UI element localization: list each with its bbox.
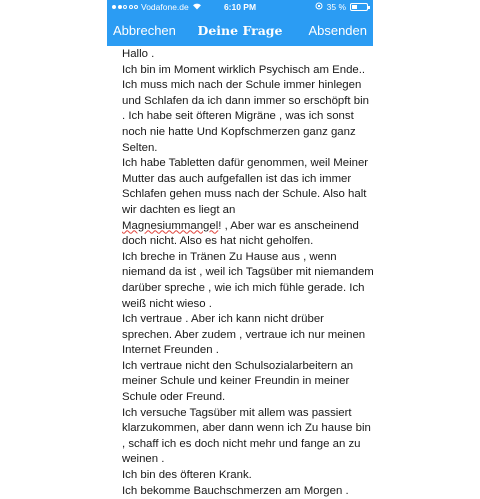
text-line: Ich vertraue nicht den Schulsozialarbeitern an meiner Schule und keiner Freundin in meiner Schule oder Freund. [122, 359, 354, 404]
text-line: Ich vertraue . Aber ich kann nicht drüber sprechen. Aber zudem , vertraue ich nur meinen Internet Freunden . [122, 313, 366, 357]
status-time: 6:10 PM [223, 2, 257, 12]
status-right-group [315, 2, 368, 12]
question-text-area[interactable] [122, 47, 374, 497]
carrier-name: Vodafone.de [141, 2, 189, 12]
page-title: Deine Frage [197, 23, 283, 38]
text-line: Ich muss mich nach der Schule immer hinlegen und Schlafen da ich dann immer so erschöpft bin . Ich habe seit öfteren Migräne , was ich sonst noch nie hatte Und Kopfschmerzen ganz ganz Selten. [122, 79, 369, 154]
text-fragment: ! , Aber war es anscheinend doch nicht. Also es hat nicht geholfen. [122, 219, 359, 248]
battery-percent: 35 % [326, 2, 346, 12]
send-button[interactable]: Absenden [308, 23, 367, 38]
battery-icon [350, 3, 368, 11]
status-bar [107, 0, 373, 16]
text-line-with-misspelling [122, 219, 374, 250]
text-line: Ich bin des öfteren Krank. [122, 469, 252, 482]
misspelled-word[interactable]: Magnesiummangel [122, 219, 219, 232]
text-line: Ich habe Tabletten dafür genommen, weil Meiner Mutter das auch aufgefallen ist das ich immer Schlafen gehen muss nach der Schule. Also halt wir dachten es liegt an [122, 157, 369, 216]
text-line: Ich versuche Tagsüber mit allem was passiert klarzukommen, aber dann wenn ich Zu hause bin , schaff ich es doch nicht mehr und fange an zu weinen . [122, 406, 371, 466]
battery-fill [352, 5, 357, 9]
text-line: Hallo . [122, 48, 155, 60]
text-line: Ich breche in Tränen Zu Hause aus , wenn niemand da ist , weil ich Tagsüber mit niemandem darüber spreche , wie ich mich fühle gerade. Ich weiß nicht wieso . [122, 250, 374, 310]
text-line: Ich bekomme Bauchschmerzen am Morgen . [122, 484, 349, 497]
rotation-lock-icon [315, 2, 323, 12]
cancel-button[interactable]: Abbrechen [113, 23, 176, 38]
text-line: Ich bin im Moment wirklich Psychisch am Ende.. [122, 63, 366, 76]
navigation-bar [107, 16, 373, 46]
phone-screen [107, 0, 374, 497]
